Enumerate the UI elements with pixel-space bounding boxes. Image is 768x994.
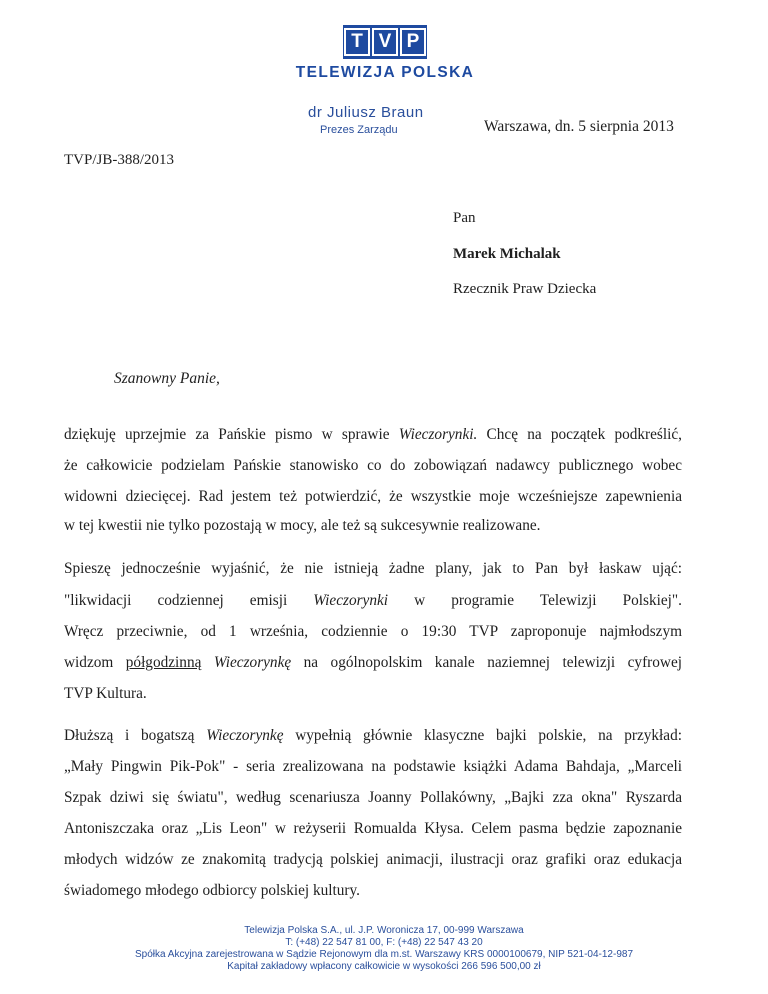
brand-name: TELEWIZJA POLSKA [295, 64, 475, 81]
tvp-logo [343, 25, 427, 59]
paragraph-1-line: w tej kwestii nie tylko pozostają w mocy, ale też są sukcesywnie realizowane. [64, 517, 541, 534]
paragraph-1-line: dziękuję uprzejmie za Pańskie pismo w sprawie Wieczorynki. Chcę na początek podkreślić, [64, 426, 682, 443]
paragraph-1-line: widowni dziecięcej. Rad jestem też potwierdzić, że wszystkie moje wcześniejsze zapewnienia [64, 488, 682, 505]
recipient-name: Marek Michalak [453, 246, 561, 262]
recipient-salutation: Pan [453, 210, 476, 226]
sender-name: dr Juliusz Braun [308, 104, 424, 121]
logo-letter: P [400, 28, 426, 56]
sender-role: Prezes Zarządu [320, 124, 398, 136]
salutation: Szanowny Panie, [114, 370, 220, 387]
paragraph-3-line: Szpak dziwi się światu", według scenariusza Joanny Pollakówny, „Bajki zza okna" Ryszarda [64, 789, 682, 806]
recipient-title: Rzecznik Praw Dziecka [453, 281, 597, 297]
footer-capital: Kapitał zakładowy wpłacony całkowicie w wysokości 266 596 500,00 zł [227, 961, 541, 972]
paragraph-3-line: Dłuższą i bogatszą Wieczorynkę wypełnią głównie klasyczne bajki polskie, na przykład: [64, 727, 682, 744]
paragraph-2-line: Wręcz przeciwnie, od 1 września, codziennie o 19:30 TVP zaproponuje najmłodszym [64, 623, 682, 640]
footer-registration: Spółka Akcyjna zarejestrowana w Sądzie Rejonowym dla m.st. Warszawy KRS 0000100679, NIP 521-04-12-987 [134, 949, 634, 960]
letter-date: Warszawa, dn. 5 sierpnia 2013 [484, 118, 674, 135]
paragraph-2-line: Spieszę jednocześnie wyjaśnić, że nie istnieją żadne plany, jak to Pan był łaskaw ująć: [64, 560, 682, 577]
logo-letter: T [344, 28, 370, 56]
logo-letter: V [372, 28, 398, 56]
paragraph-3-line: młodych widzów ze znakomitą tradycją polskiej animacji, ilustracji oraz grafiki oraz edukacja [64, 851, 682, 868]
paragraph-2-line: "likwidacji codziennej emisji Wieczorynki w programie Telewizji Polskiej". [64, 592, 682, 609]
paragraph-2-line: widzom półgodzinną Wieczorynkę na ogólnopolskim kanale naziemnej telewizji cyfrowej [64, 654, 683, 671]
paragraph-3-line: Antoniszczaka oraz „Lis Leon" w reżyserii Romualda Kłysa. Celem pasma będzie zapoznanie [64, 820, 682, 837]
footer-phone: T: (+48) 22 547 81 00, F: (+48) 22 547 43 20 [285, 937, 483, 948]
footer-address: Telewizja Polska S.A., ul. J.P. Woronicza 17, 00-999 Warszawa [244, 925, 524, 936]
reference-number: TVP/JB-388/2013 [64, 152, 175, 168]
paragraph-2-line: TVP Kultura. [64, 685, 147, 702]
paragraph-1-line: że całkowicie podzielam Pańskie stanowisko co do zobowiązań nadawcy publicznego wobec [64, 457, 682, 474]
paragraph-3-line: „Mały Pingwin Pik-Pok" - seria zrealizowana na podstawie książki Adama Bahdaja, „Marceli [64, 758, 682, 775]
paragraph-3-line: świadomego młodego odbiorcy polskiej kultury. [64, 882, 360, 899]
